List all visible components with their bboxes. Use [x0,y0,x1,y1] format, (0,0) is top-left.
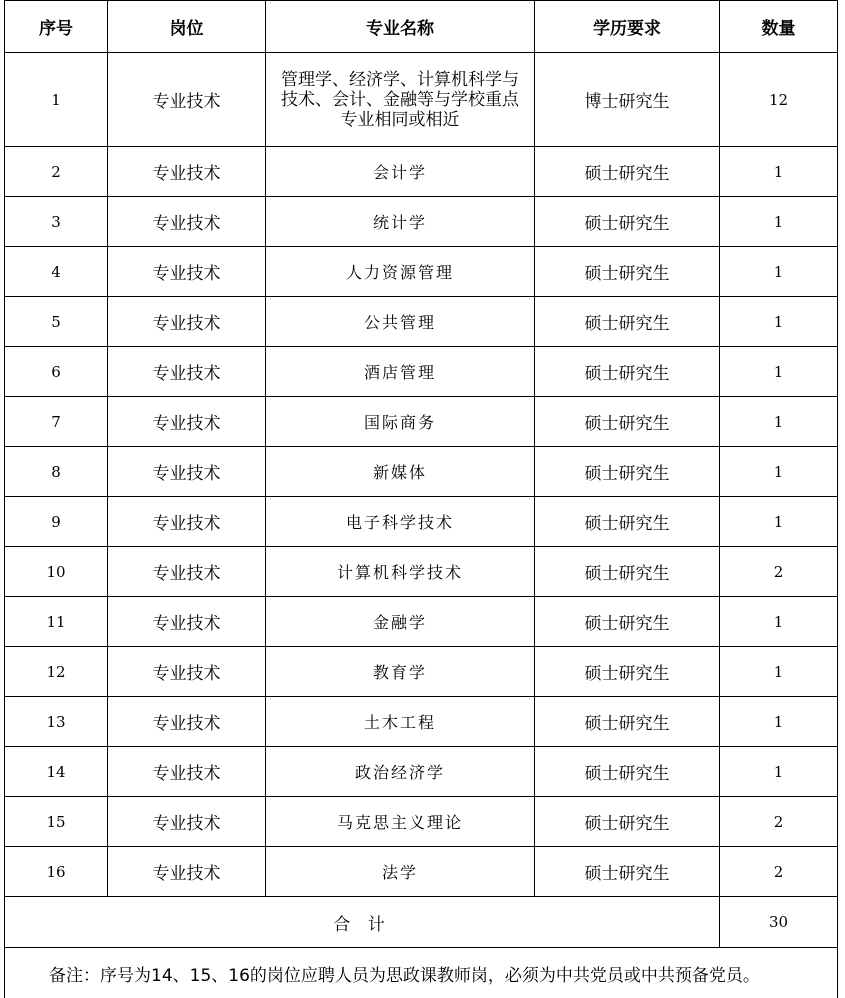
cell-no: 3 [5,197,108,247]
header-post: 岗位 [108,1,266,53]
cell-post: 专业技术 [108,247,266,297]
cell-major: 计算机科学技术 [266,547,535,597]
header-no: 序号 [5,1,108,53]
cell-degree: 博士研究生 [535,53,720,147]
cell-post: 专业技术 [108,53,266,147]
cell-major: 马克思主义理论 [266,797,535,847]
table-row [5,397,838,447]
cell-major: 电子科学技术 [266,497,535,547]
cell-no: 11 [5,597,108,647]
cell-degree: 硕士研究生 [535,697,720,747]
cell-no: 10 [5,547,108,597]
cell-no: 16 [5,847,108,897]
cell-post: 专业技术 [108,147,266,197]
header-major: 专业名称 [266,1,535,53]
total-row [5,897,838,948]
cell-major: 金融学 [266,597,535,647]
cell-degree: 硕士研究生 [535,797,720,847]
cell-count: 2 [720,547,838,597]
cell-no: 12 [5,647,108,697]
total-value: 30 [720,897,838,948]
table-row [5,297,838,347]
table-row [5,797,838,847]
table-row [5,347,838,397]
cell-no: 2 [5,147,108,197]
cell-degree: 硕士研究生 [535,847,720,897]
note-text: 备注：序号为14、15、16的岗位应聘人员为思政课教师岗，必须为中共党员或中共预备党员。 [5,948,838,998]
cell-major: 政治经济学 [266,747,535,797]
cell-degree: 硕士研究生 [535,197,720,247]
cell-no: 8 [5,447,108,497]
cell-post: 专业技术 [108,347,266,397]
cell-major: 统计学 [266,197,535,247]
table-row [5,147,838,197]
cell-degree: 硕士研究生 [535,347,720,397]
recruitment-table [4,0,838,998]
table-row [5,697,838,747]
cell-no: 1 [5,53,108,147]
cell-no: 6 [5,347,108,397]
cell-count: 1 [720,597,838,647]
cell-degree: 硕士研究生 [535,147,720,197]
cell-post: 专业技术 [108,747,266,797]
cell-no: 9 [5,497,108,547]
cell-post: 专业技术 [108,447,266,497]
table-row [5,197,838,247]
cell-count: 1 [720,347,838,397]
cell-no: 13 [5,697,108,747]
cell-count: 1 [720,247,838,297]
cell-major: 法学 [266,847,535,897]
total-label: 合 计 [5,897,720,948]
cell-post: 专业技术 [108,797,266,847]
table-row [5,847,838,897]
cell-post: 专业技术 [108,497,266,547]
table-row [5,597,838,647]
table-row [5,247,838,297]
cell-post: 专业技术 [108,647,266,697]
cell-major: 管理学、经济学、计算机科学与技术、会计、金融等与学校重点专业相同或相近 [266,53,535,147]
cell-major: 人力资源管理 [266,247,535,297]
cell-major: 会计学 [266,147,535,197]
cell-post: 专业技术 [108,847,266,897]
cell-major: 新媒体 [266,447,535,497]
cell-post: 专业技术 [108,197,266,247]
cell-major: 教育学 [266,647,535,697]
table-row [5,53,838,147]
cell-no: 14 [5,747,108,797]
table-row [5,497,838,547]
header-count: 数量 [720,1,838,53]
cell-post: 专业技术 [108,297,266,347]
cell-post: 专业技术 [108,697,266,747]
cell-no: 7 [5,397,108,447]
cell-degree: 硕士研究生 [535,547,720,597]
cell-no: 15 [5,797,108,847]
cell-degree: 硕士研究生 [535,647,720,697]
cell-count: 1 [720,147,838,197]
header-degree: 学历要求 [535,1,720,53]
cell-major: 酒店管理 [266,347,535,397]
cell-count: 2 [720,797,838,847]
note-row [5,948,838,998]
table-row [5,447,838,497]
table-row [5,747,838,797]
cell-major: 公共管理 [266,297,535,347]
cell-degree: 硕士研究生 [535,247,720,297]
cell-post: 专业技术 [108,397,266,447]
table-row [5,647,838,697]
table-row [5,547,838,597]
cell-degree: 硕士研究生 [535,297,720,347]
cell-count: 1 [720,647,838,697]
cell-degree: 硕士研究生 [535,597,720,647]
cell-count: 1 [720,297,838,347]
cell-degree: 硕士研究生 [535,747,720,797]
cell-no: 5 [5,297,108,347]
header-row [5,1,838,53]
cell-count: 1 [720,197,838,247]
cell-post: 专业技术 [108,597,266,647]
cell-major: 土木工程 [266,697,535,747]
cell-count: 1 [720,447,838,497]
cell-degree: 硕士研究生 [535,497,720,547]
cell-count: 1 [720,697,838,747]
cell-count: 1 [720,497,838,547]
cell-count: 12 [720,53,838,147]
cell-degree: 硕士研究生 [535,397,720,447]
cell-count: 1 [720,397,838,447]
cell-count: 2 [720,847,838,897]
cell-count: 1 [720,747,838,797]
cell-degree: 硕士研究生 [535,447,720,497]
cell-no: 4 [5,247,108,297]
cell-major: 国际商务 [266,397,535,447]
cell-post: 专业技术 [108,547,266,597]
